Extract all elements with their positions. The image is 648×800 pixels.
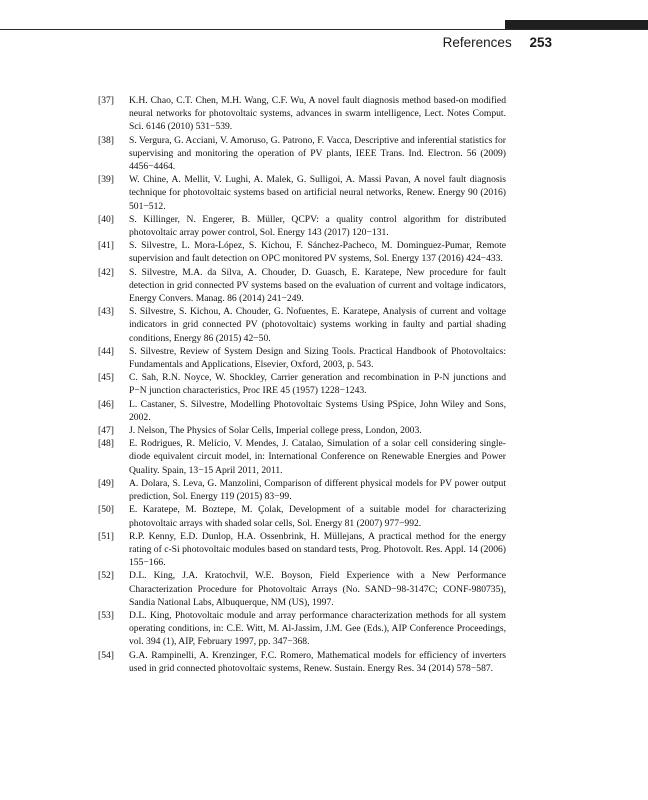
reference-text: D.L. King, Photovoltaic module and array performance characterization methods for all system operating conditions, in: C.E. Witt, M. Al-Jassim, J.M. Gee (Eds.), AIP Conference Proceedings, vol. 394 (1), AIP, February 1997, pp. 347−368. xyxy=(129,609,506,648)
reference-text: C. Sah, R.N. Noyce, W. Shockley, Carrier generation and recombination in P-N junctions and P−N junction characteristics, Proc IRE 45 (1957) 1228−1243. xyxy=(129,372,506,397)
reference-number: [52] xyxy=(98,570,114,582)
reference-text: J. Nelson, The Physics of Solar Cells, Imperial college press, London, 2003. xyxy=(129,425,422,437)
reference-entry xyxy=(96,398,506,424)
reference-text: K.H. Chao, C.T. Chen, M.H. Wang, C.F. Wu, A novel fault diagnosis method based-on modified neural networks for photovoltaic systems, advances in swarm intelligence, Lect. Notes Comput. Sci. 6146 (2010) 531−539. xyxy=(129,95,506,133)
reference-entry xyxy=(96,239,506,265)
reference-text: D.L. King, J.A. Kratochvil, W.E. Boyson, Field Experience with a New Performance Characterization Procedure for Photovoltaic Arrays (No. SAND−98-3147C; CONF-980735), Sandia National Labs, Albuquerque, NM (US), 1997. xyxy=(129,570,506,608)
reference-entry xyxy=(96,305,506,345)
reference-number: [48] xyxy=(98,438,114,450)
reference-entry xyxy=(96,569,506,609)
reference-number: [38] xyxy=(98,134,114,146)
reference-number: [54] xyxy=(98,649,114,661)
reference-list xyxy=(96,94,506,675)
reference-text: R.P. Kenny, E.D. Dunlop, H.A. Ossenbrink, H. Müllejans, A practical method for the energy rating of c-Si photovoltaic modules based on standard tests, Prog. Photovolt. Res. Appl. 14 (2006) 155−166. xyxy=(129,530,506,569)
reference-text: S. Silvestre, S. Kichou, A. Chouder, G. Nofuentes, E. Karatepe, Analysis of current and voltage indicators in grid connected PV (photovoltaic) systems working in faulty and partial shading conditions, Energy 86 (2015) 42−50. xyxy=(129,306,506,344)
reference-entry xyxy=(96,424,506,437)
reference-entry xyxy=(96,173,506,213)
header-rule xyxy=(0,29,648,30)
reference-number: [39] xyxy=(98,174,114,186)
reference-text: E. Karatepe, M. Boztepe, M. Çolak, Development of a suitable model for characterizing photovoltaic arrays with shaded solar cells, Sol. Energy 81 (2007) 977−992. xyxy=(129,504,506,529)
reference-number: [37] xyxy=(98,95,114,106)
reference-number: [43] xyxy=(98,306,114,318)
reference-entry xyxy=(96,609,506,649)
reference-number: [47] xyxy=(98,425,114,437)
page-number: 253 xyxy=(529,35,552,50)
reference-number: [44] xyxy=(98,345,114,357)
reference-number: [50] xyxy=(98,504,114,516)
reference-text: S. Silvestre, Review of System Design and Sizing Tools. Practical Handbook of Photovoltaics: Fundamentals and Applications, Elsevier, Oxford, 2003, p. 543. xyxy=(129,345,506,371)
reference-text: S. Silvestre, L. Mora-López, S. Kichou, F. Sánchez-Pacheco, M. Dominguez-Pumar, Remote supervision and fault detection on OPC monitored PV systems, Sol. Energy 137 (2016) 424−433. xyxy=(129,240,506,265)
reference-number: [40] xyxy=(98,213,114,225)
running-header xyxy=(443,35,552,50)
reference-text: L. Castaner, S. Silvestre, Modelling Photovoltaic Systems Using PSpice, John Wiley and Sons, 2002. xyxy=(129,398,506,423)
reference-entry xyxy=(96,530,506,570)
reference-number: [45] xyxy=(98,372,114,384)
reference-number: [46] xyxy=(98,398,114,410)
reference-number: [51] xyxy=(98,530,114,542)
reference-entry xyxy=(96,437,506,477)
reference-text: E. Rodrigues, R. Melício, V. Mendes, J. Catalao, Simulation of a solar cell considering single-diode equivalent circuit model, in: International Conference on Renewable Energies and Power Quality. Spain, 13−15 April 2011, 2011. xyxy=(129,438,506,476)
reference-text: G.A. Rampinelli, A. Krenzinger, F.C. Romero, Mathematical models for efficiency of inverters used in grid connected photovoltaic systems, Renew. Sustain. Energy Res. 34 (2014) 578−587. xyxy=(129,649,506,674)
reference-text: S. Killinger, N. Engerer, B. Müller, QCPV: a quality control algorithm for distributed photovoltaic array power control, Sol. Energy 143 (2017) 120−131. xyxy=(129,213,506,239)
reference-entry xyxy=(96,345,506,371)
reference-entry xyxy=(96,213,506,239)
reference-text: A. Dolara, S. Leva, G. Manzolini, Comparison of different physical models for PV power output prediction, Sol. Energy 119 (2015) 83−99. xyxy=(129,477,506,503)
reference-text: S. Silvestre, M.A. da Silva, A. Chouder, D. Guasch, E. Karatepe, New procedure for fault detection in grid connected PV systems based on the evaluation of current and voltage indicators, Energy Convers. Manag. 86 (2014) 241−249. xyxy=(129,266,506,305)
reference-entry xyxy=(96,477,506,503)
reference-entry xyxy=(96,503,506,529)
reference-entry xyxy=(96,134,506,174)
reference-entry xyxy=(96,649,506,675)
reference-number: [49] xyxy=(98,477,114,489)
reference-number: [53] xyxy=(98,609,114,621)
reference-entry xyxy=(96,266,506,306)
reference-text: W. Chine, A. Mellit, V. Lughi, A. Malek, G. Sulligoi, A. Massi Pavan, A novel fault diagnosis technique for photovoltaic systems based on artificial neural networks, Renew. Energy 90 (2016) 501−512. xyxy=(129,174,506,212)
section-title: References xyxy=(442,35,512,50)
reference-number: [41] xyxy=(98,240,114,252)
reference-text: S. Vergura, G. Acciani, V. Amoruso, G. Patrono, F. Vacca, Descriptive and inferential statistics for supervising and monitoring the operation of PV plants, IEEE Trans. Ind. Electron. 56 (2009) 4456−4464. xyxy=(129,134,506,173)
reference-entry xyxy=(96,371,506,397)
reference-entry xyxy=(96,94,506,134)
reference-number: [42] xyxy=(98,266,114,278)
